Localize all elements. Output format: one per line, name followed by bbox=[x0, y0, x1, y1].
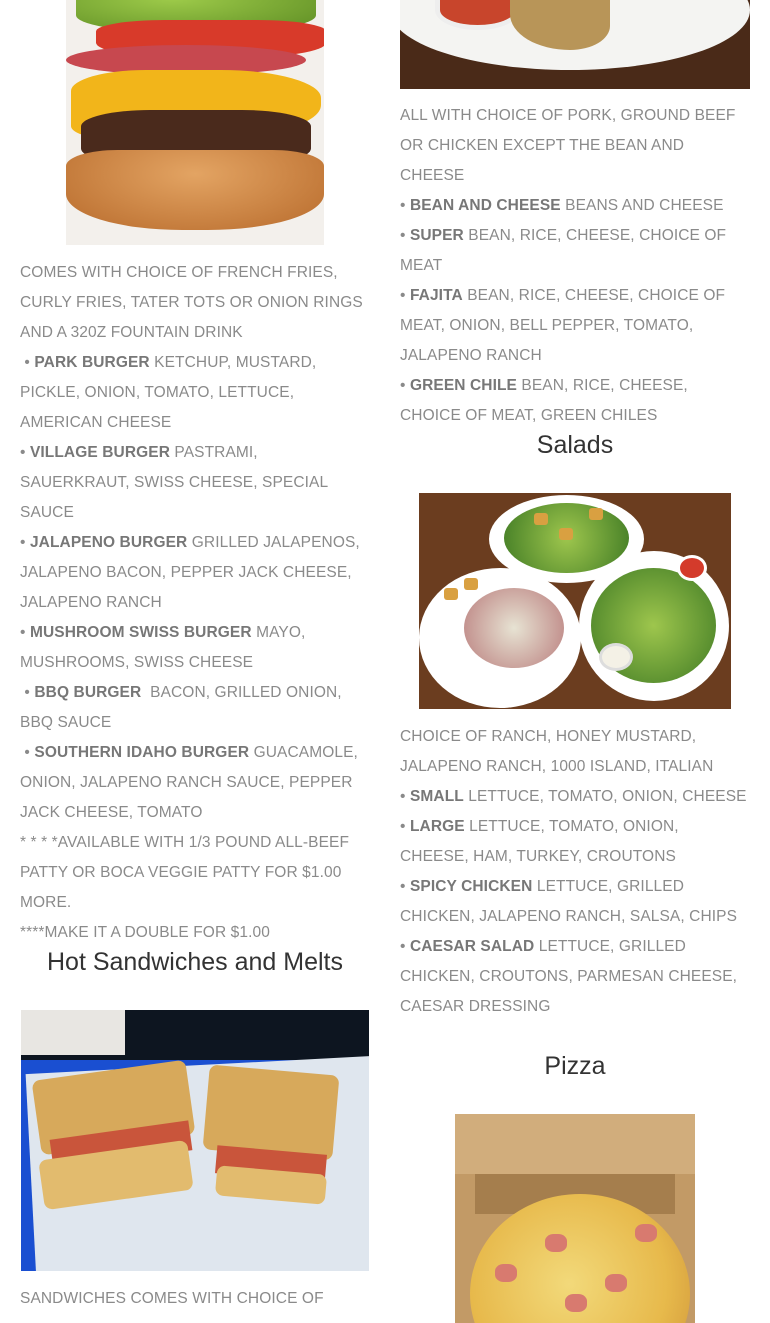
salad-menu-text bbox=[400, 722, 750, 1022]
menu-item-mushroom-swiss-burger: • MUSHROOM SWISS BURGER MAYO, MUSHROOMS, SWISS CHEESE bbox=[20, 624, 306, 671]
burger-menu-text bbox=[20, 258, 370, 948]
burger-intro: COMES WITH CHOICE OF FRENCH FRIES, CURLY FRIES, TATER TOTS OR ONION RINGS AND A 320Z FOUNTAIN DRINK bbox=[20, 264, 363, 341]
menu-item-bbq-burger: • BBQ BURGER BACON, GRILLED ONION, BBQ SAUCE bbox=[20, 684, 342, 731]
burger-photo bbox=[66, 0, 324, 245]
menu-item-spicy-chicken: • SPICY CHICKEN LETTUCE, GRILLED CHICKEN, JALAPENO RANCH, SALSA, CHIPS bbox=[400, 878, 738, 925]
patty-note: * * * *AVAILABLE WITH 1/3 POUND ALL-BEEF PATTY OR BOCA VEGGIE PATTY FOR $1.00 MORE. bbox=[20, 834, 350, 911]
burrito-menu-text bbox=[400, 101, 750, 431]
salads-heading: Salads bbox=[536, 431, 614, 459]
hot-sandwiches-heading: Hot Sandwiches and Melts bbox=[47, 948, 343, 976]
salad-intro: CHOICE OF RANCH, HONEY MUSTARD, JALAPENO RANCH, 1000 ISLAND, ITALIAN bbox=[400, 728, 714, 775]
menu-item-large-salad: • LARGE LETTUCE, TOMATO, ONION, CHEESE, HAM, TURKEY, CROUTONS bbox=[400, 818, 679, 865]
menu-item-fajita: • FAJITA BEAN, RICE, CHEESE, CHOICE OF MEAT, ONION, BELL PEPPER, TOMATO, JALAPENO RANCH bbox=[400, 287, 726, 364]
menu-item-bean-and-cheese: • BEAN AND CHEESE BEANS AND CHEESE bbox=[400, 197, 724, 214]
burrito-intro: ALL WITH CHOICE OF PORK, GROUND BEEF OR CHICKEN EXCEPT THE BEAN AND CHEESE bbox=[400, 107, 736, 184]
menu-item-southern-idaho-burger: • SOUTHERN IDAHO BURGER GUACAMOLE, ONION, JALAPENO RANCH SAUCE, PEPPER JACK CHEESE, TOMATO bbox=[20, 744, 358, 821]
double-note: ****MAKE IT A DOUBLE FOR $1.00 bbox=[20, 924, 270, 941]
menu-item-park-burger: • PARK BURGER KETCHUP, MUSTARD, PICKLE, ONION, TOMATO, LETTUCE, AMERICAN CHEESE bbox=[20, 354, 317, 431]
pizza-heading: Pizza bbox=[544, 1052, 606, 1080]
menu-item-small-salad: • SMALL LETTUCE, TOMATO, ONION, CHEESE bbox=[400, 788, 747, 805]
pizza-photo bbox=[455, 1114, 695, 1323]
sandwich-photo bbox=[21, 1010, 369, 1271]
sandwich-intro bbox=[20, 1284, 370, 1314]
sandwich-intro-text: SANDWICHES COMES WITH CHOICE OF bbox=[20, 1290, 324, 1307]
burrito-photo bbox=[400, 0, 750, 89]
menu-item-super: • SUPER BEAN, RICE, CHEESE, CHOICE OF MEAT bbox=[400, 227, 727, 274]
menu-item-village-burger: • VILLAGE BURGER PASTRAMI, SAUERKRAUT, SWISS CHEESE, SPECIAL SAUCE bbox=[20, 444, 328, 521]
menu-item-jalapeno-burger: • JALAPENO BURGER GRILLED JALAPENOS, JALAPENO BACON, PEPPER JACK CHEESE, JALAPENO RANCH bbox=[20, 534, 360, 611]
salads-photo bbox=[419, 493, 731, 709]
menu-item-caesar-salad: • CAESAR SALAD LETTUCE, GRILLED CHICKEN, CROUTONS, PARMESAN CHEESE, CAESAR DRESSING bbox=[400, 938, 738, 1015]
menu-item-green-chile: • GREEN CHILE BEAN, RICE, CHEESE, CHOICE OF MEAT, GREEN CHILES bbox=[400, 377, 688, 424]
